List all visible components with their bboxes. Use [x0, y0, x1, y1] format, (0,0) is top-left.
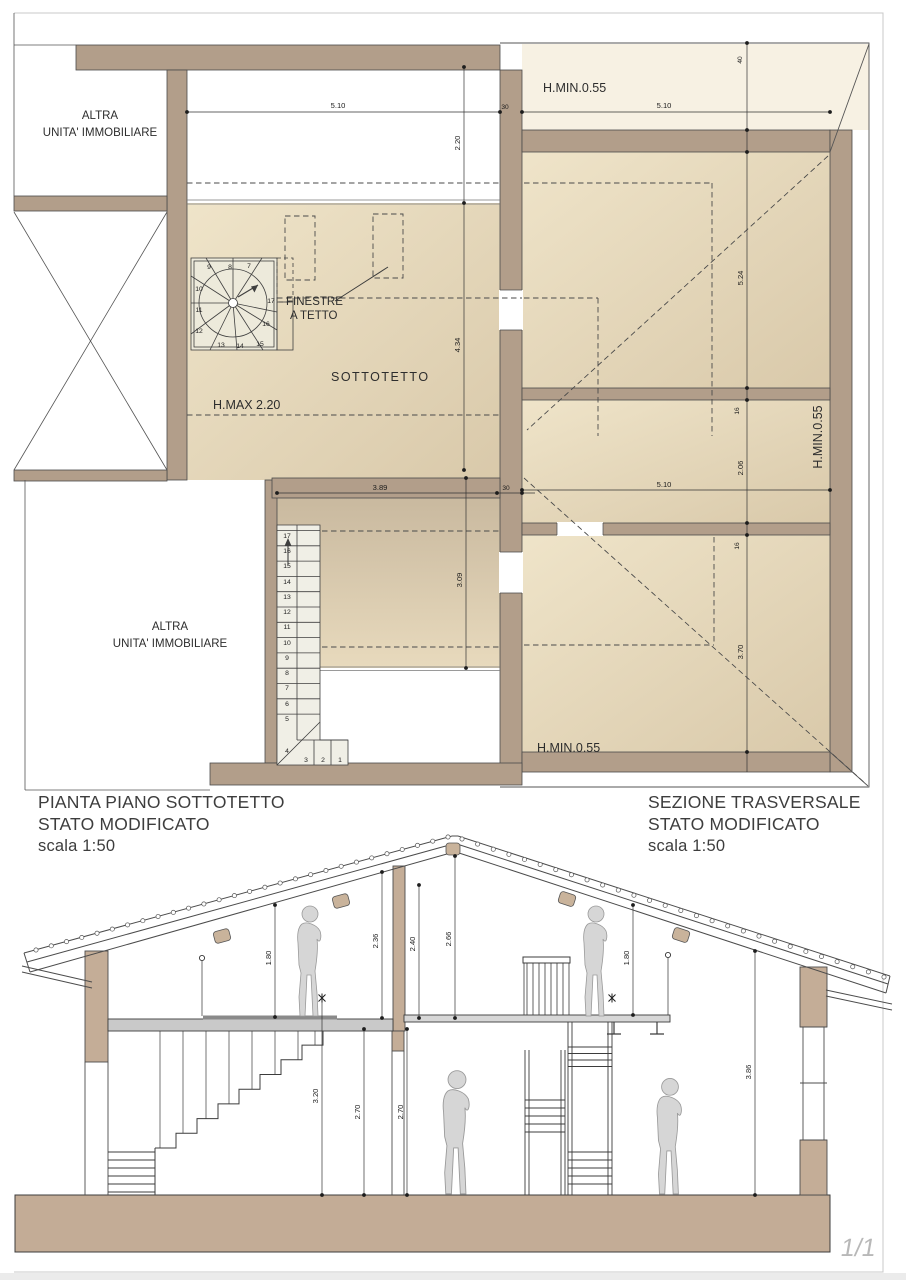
- straight-stair-number: 5: [285, 716, 289, 723]
- dimension-tick: [745, 128, 749, 132]
- roof-tile: [385, 852, 389, 856]
- roof-tile: [757, 934, 761, 938]
- section-title-line2: STATO MODIFICATO: [648, 813, 820, 834]
- plan-dimension-label: 3.89: [372, 483, 388, 492]
- roof-tile: [431, 839, 435, 843]
- steel-supports: [607, 1022, 664, 1034]
- dimension-tick: [753, 949, 757, 953]
- plan-room-label: H.MAX 2.20: [213, 398, 281, 412]
- section-title-scale: scala 1:50: [648, 836, 726, 855]
- roof-tile: [772, 939, 776, 943]
- mezzanine-slab: [404, 1015, 670, 1022]
- roof-tile: [694, 914, 698, 918]
- roof-tile: [339, 864, 343, 868]
- dimension-tick: [520, 491, 524, 495]
- straight-stair-number: 4: [285, 748, 289, 755]
- straight-stair-number: 8: [285, 670, 289, 677]
- straight-stair-number: 13: [283, 594, 291, 601]
- person-balcony: [584, 906, 607, 1016]
- roof-tile: [217, 898, 221, 902]
- section-title-line1: SEZIONE TRASVERSALE: [648, 792, 861, 812]
- person-ground-right: [657, 1078, 681, 1194]
- straight-stair-number: 7: [285, 685, 289, 692]
- straight-stair-number: 16: [283, 548, 291, 555]
- dimension-tick: [320, 1193, 324, 1197]
- roof-tile: [835, 960, 839, 964]
- roof-tile: [632, 893, 636, 897]
- plan-dimension-label: 16: [734, 407, 741, 415]
- dimension-tick: [273, 1015, 277, 1019]
- section-dimension-label: 2.36: [371, 933, 380, 949]
- roof-tile: [125, 923, 129, 927]
- dimension-tick: [380, 1016, 384, 1020]
- straight-stair-number: 10: [283, 640, 291, 647]
- dimension-tick: [462, 201, 466, 205]
- straight-stair-number: 15: [283, 563, 291, 570]
- roof-tile: [851, 965, 855, 969]
- dimension-tick: [828, 488, 832, 492]
- roof-tile: [156, 914, 160, 918]
- roof-tile: [647, 898, 651, 902]
- roof-tile: [710, 919, 714, 923]
- spiral-stair-number: 11: [195, 307, 203, 314]
- plan-title-line2: STATO MODIFICATO: [38, 813, 210, 834]
- dimension-tick: [828, 110, 832, 114]
- dimension-tick: [380, 870, 384, 874]
- plan-room-label: ALTRA: [81, 110, 119, 122]
- roof-tile: [788, 944, 792, 948]
- section-roof: [22, 836, 892, 1010]
- spiral-stair-number: 16: [262, 321, 270, 328]
- left-gutter: [22, 966, 92, 988]
- roof-tile: [232, 893, 236, 897]
- dimension-tick: [631, 903, 635, 907]
- roof-tile: [741, 929, 745, 933]
- center-wall-stub: [392, 1031, 404, 1051]
- roof-tile: [324, 868, 328, 872]
- balcony-railing: [523, 957, 570, 1015]
- roof-tile: [171, 910, 175, 914]
- plan-room-label: H.MIN.0.55: [543, 81, 607, 95]
- dimension-tick: [745, 750, 749, 754]
- roof-tile: [34, 948, 38, 952]
- person-figures: [298, 906, 682, 1194]
- right-wall-upper: [800, 967, 827, 1027]
- page-number: 1/1: [838, 1234, 879, 1262]
- spiral-stair-number: 7: [247, 263, 251, 270]
- dimension-tick: [405, 1027, 409, 1031]
- roof-purlins: [213, 843, 691, 944]
- plan-title-scale: scala 1:50: [38, 836, 116, 855]
- roof-tile: [293, 877, 297, 881]
- section-dimension-label: 1.80: [622, 950, 631, 966]
- ship-ladder: [525, 1022, 612, 1195]
- star-markers: [319, 994, 616, 1003]
- roof-tile: [663, 903, 667, 907]
- dimension-tick: [464, 476, 468, 480]
- straight-stair-number: 17: [283, 533, 291, 540]
- dimension-tick: [362, 1193, 366, 1197]
- plan-title-line1: PIANTA PIANO SOTTOTETTO: [38, 792, 285, 812]
- roof-tile: [460, 837, 464, 841]
- spiral-stair-number: 10: [195, 286, 203, 293]
- roof-tiles: [34, 835, 886, 979]
- dimension-tick: [745, 386, 749, 390]
- roof-tile: [679, 908, 683, 912]
- main-slab: [108, 1019, 393, 1031]
- plan-dimension-label: 5.24: [736, 270, 745, 286]
- section-floors: [108, 1015, 670, 1034]
- dimension-tick: [495, 491, 499, 495]
- dimension-tick: [453, 1016, 457, 1020]
- dimension-tick: [745, 533, 749, 537]
- plan-dimension-label: 2.06: [736, 460, 745, 476]
- roof-tile: [49, 944, 53, 948]
- dimension-tick: [417, 1016, 421, 1020]
- roof-tile: [866, 970, 870, 974]
- dimension-tick: [753, 1193, 757, 1197]
- roof-tile: [601, 883, 605, 887]
- person-upper-left: [298, 906, 321, 1016]
- section-dimension-label: 2.70: [396, 1104, 405, 1120]
- roof-tile: [370, 856, 374, 860]
- straight-stair-number: 2: [321, 757, 325, 764]
- right-wall-lower: [800, 1140, 827, 1195]
- roof-tile: [248, 889, 252, 893]
- roof-tile: [491, 847, 495, 851]
- plan-dimension-label: 3.70: [736, 644, 745, 660]
- straight-stair-number: 3: [304, 757, 308, 764]
- roof-tile: [507, 852, 511, 856]
- section-dimension-label: 2.40: [408, 936, 417, 952]
- plan-room-label: H.MIN.0.55: [537, 741, 601, 755]
- spiral-stair-number: 15: [256, 341, 264, 348]
- roof-tile: [263, 885, 267, 889]
- plan-dimension-label: 3.09: [455, 572, 464, 588]
- roof-tile: [569, 873, 573, 877]
- straight-stair-number: 6: [285, 701, 289, 708]
- plan-dimension-label: 5.10: [656, 480, 672, 489]
- roof-tile: [64, 940, 68, 944]
- roof-tile: [616, 888, 620, 892]
- person-ground-center: [443, 1071, 469, 1194]
- spiral-stair-number: 17: [267, 298, 275, 305]
- spiral-stair-number: 14: [236, 343, 244, 350]
- straight-stair-number: 1: [338, 757, 342, 764]
- dimension-tick: [462, 468, 466, 472]
- roof-tile: [400, 847, 404, 851]
- roof-tile: [538, 862, 542, 866]
- dimension-tick: [273, 903, 277, 907]
- spiral-stair-number: 12: [195, 328, 203, 335]
- dimension-tick: [631, 1013, 635, 1017]
- section-title: [648, 792, 861, 856]
- plan-dimension-label: 16: [734, 542, 741, 550]
- plan-title: [38, 792, 285, 856]
- roof-tile: [80, 935, 84, 939]
- roof-tile: [882, 975, 886, 979]
- roof-tile: [309, 873, 313, 877]
- plan-dimension-label: 30: [502, 485, 510, 492]
- roof-tile: [202, 902, 206, 906]
- straight-stair-number: 9: [285, 655, 289, 662]
- right-gutter: [826, 990, 892, 1010]
- section-ground: [15, 1195, 830, 1252]
- roof-tile: [522, 857, 526, 861]
- roof-tile: [186, 906, 190, 910]
- plan-room-label: UNITA' IMMOBILIARE: [112, 638, 228, 650]
- roof-tile: [726, 924, 730, 928]
- plan-room-label: SOTTOTETTO: [331, 370, 430, 384]
- section-dimension-label: 3.86: [744, 1064, 753, 1080]
- dimension-tick: [462, 65, 466, 69]
- plan-dimension-label: 2.20: [453, 135, 462, 151]
- roof-tile: [819, 954, 823, 958]
- roof-tile: [476, 842, 480, 846]
- plan-room-label: ALTRA: [151, 621, 189, 633]
- roof-tile: [554, 868, 558, 872]
- plan-room-label: H.MIN.0.55: [811, 405, 825, 469]
- dimension-tick: [745, 398, 749, 402]
- dimension-tick: [745, 41, 749, 45]
- dimension-tick: [417, 883, 421, 887]
- dimension-tick: [745, 521, 749, 525]
- bottom-strip: [0, 1273, 906, 1280]
- spiral-stair-number: 9: [207, 264, 211, 271]
- roof-tile: [354, 860, 358, 864]
- plan-dimension-label: 5.10: [330, 101, 346, 110]
- dimension-tick: [185, 110, 189, 114]
- roof-tile: [585, 878, 589, 882]
- section-stair: [108, 1031, 323, 1195]
- center-wall-upper: [393, 866, 405, 1031]
- dimension-tick: [520, 110, 524, 114]
- roof-tile: [278, 881, 282, 885]
- spiral-stair-number: 8: [228, 264, 232, 271]
- roof-tile: [804, 949, 808, 953]
- roof-tile: [446, 835, 450, 839]
- dimension-tick: [453, 854, 457, 858]
- dimension-tick: [464, 666, 468, 670]
- left-wall-upper: [85, 951, 108, 1062]
- section-dimension-label: 2.66: [444, 931, 453, 947]
- roof-tile: [95, 931, 99, 935]
- plan-room-label: UNITA' IMMOBILIARE: [42, 127, 158, 139]
- dimension-tick: [362, 1027, 366, 1031]
- dimension-tick: [405, 1193, 409, 1197]
- dimension-tick: [275, 491, 279, 495]
- straight-stair-number: 11: [283, 624, 291, 631]
- plan-dimension-label: 40: [737, 56, 744, 64]
- plan-dimension-label: 30: [501, 104, 509, 111]
- plan-dimension-label: 4.34: [453, 337, 462, 353]
- plan-room-label: A TETTO: [290, 310, 338, 322]
- section-dimension-label: 2.70: [353, 1104, 362, 1120]
- plan-room-label: FINESTRE: [286, 296, 343, 308]
- roof-tile: [415, 843, 419, 847]
- section-dimension-label: 3.20: [311, 1088, 320, 1104]
- stair-balusters: [160, 1031, 315, 1148]
- section-dimension-label: 1.80: [264, 950, 273, 966]
- dimension-tick: [745, 150, 749, 154]
- plan-dimension-label: 5.10: [656, 101, 672, 110]
- straight-stair-number: 12: [283, 609, 291, 616]
- straight-stair-number: 14: [283, 579, 291, 586]
- roof-tile: [110, 927, 114, 931]
- roof-tile: [141, 919, 145, 923]
- spiral-stair-number: 13: [217, 342, 225, 349]
